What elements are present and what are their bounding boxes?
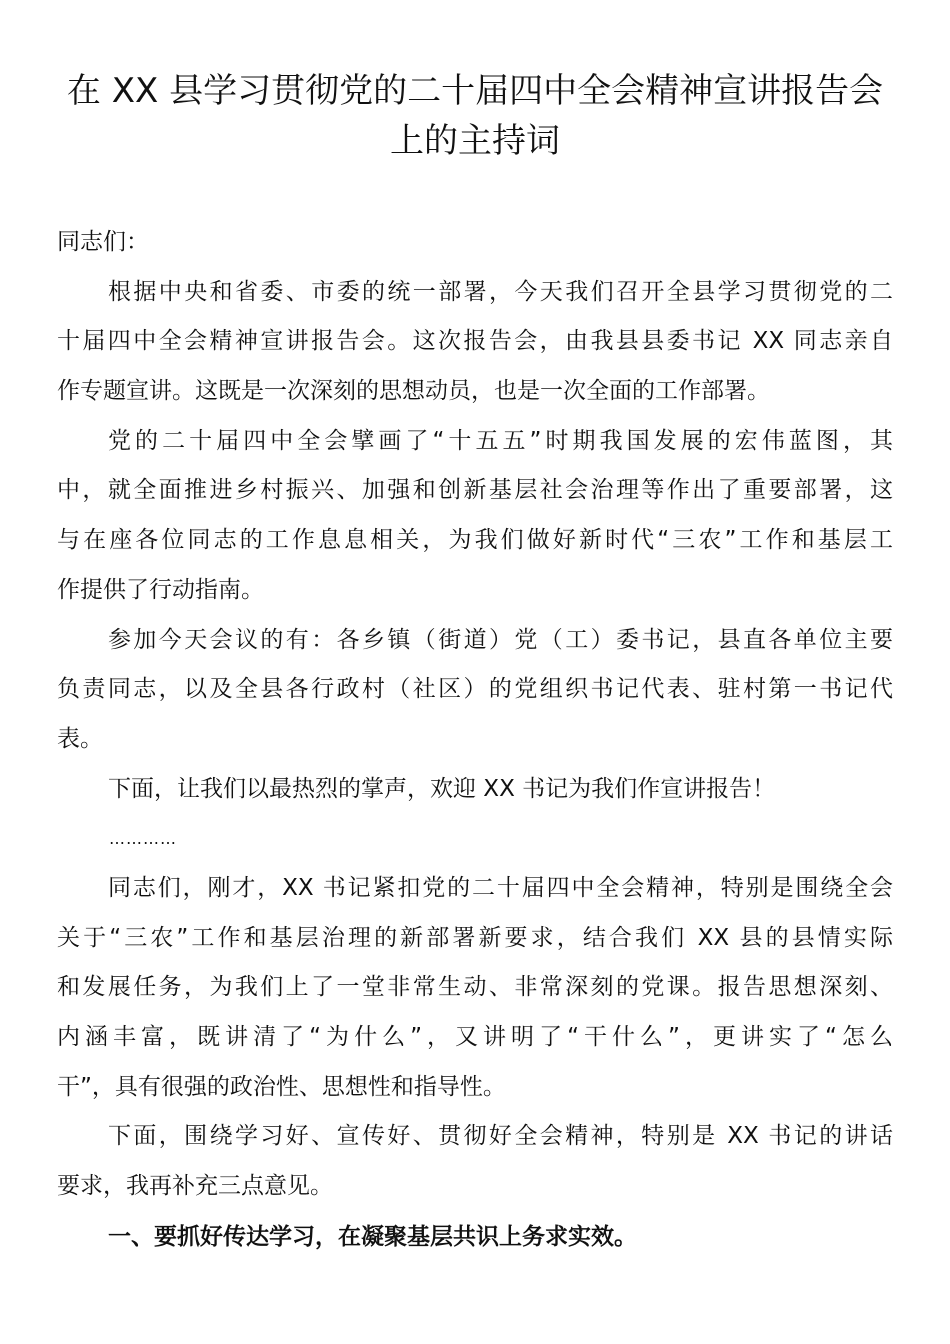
paragraph-line: 中，就全面推进乡村振兴、加强和创新基层社会治理等作出了重要部署，这: [57, 477, 893, 504]
paragraph-blueprint: [57, 417, 893, 616]
paragraph-line: 作提供了行动指南。: [57, 576, 264, 603]
paragraph-opinions-intro: [57, 1112, 893, 1211]
paragraph-line: 与在座各位同志的工作息息相关，为我们做好新时代“三农”工作和基层工: [57, 527, 893, 554]
paragraph-line: 负责同志，以及全县各行政村（社区）的党组织书记代表、驻村第一书记代: [57, 676, 893, 703]
ellipsis-separator: …………: [109, 829, 177, 849]
paragraph-attendees: [57, 616, 893, 765]
title-line-1: 在 XX 县学习贯彻党的二十届四中全会精神宣讲报告会: [66, 71, 884, 111]
paragraph-line: 干”，具有很强的政治性、思想性和指导性。: [57, 1073, 506, 1100]
document-body: [57, 218, 893, 1261]
paragraph-line: 参加今天会议的有：各乡镇（街道）党（工）委书记，县直各单位主要: [108, 626, 893, 653]
paragraph-line: 和发展任务，为我们上了一堂非常生动、非常深刻的党课。报告思想深刻、: [57, 974, 893, 1001]
title-line-2: 上的主持词: [390, 121, 560, 161]
paragraph-deployment: [57, 268, 893, 417]
paragraph-line: 内涵丰富，既讲清了“为什么”，又讲明了“干什么”，更讲实了“怎么: [57, 1024, 893, 1050]
paragraph-line: 表。: [57, 725, 103, 752]
paragraph-line: 根据中央和省委、市委的统一部署，今天我们召开全县学习贯彻党的二: [108, 278, 893, 305]
paragraph-line: 下面，围绕学习好、宣传好、贯彻好全会精神，特别是 XX 书记的讲话: [108, 1123, 893, 1150]
paragraph-line: 同志们，刚才，XX 书记紧扣党的二十届四中全会精神，特别是围绕全会: [108, 874, 893, 901]
section-heading-1: 一、要抓好传达学习，在凝聚基层共识上务求实效。: [108, 1222, 637, 1250]
paragraph-line: 关于“三农”工作和基层治理的新部署新要求，结合我们 XX 县的县情实际: [57, 924, 893, 951]
paragraph-line: 十届四中全会精神宣讲报告会。这次报告会，由我县县委书记 XX 同志亲自: [57, 328, 893, 355]
paragraph-line: 要求，我再补充三点意见。: [57, 1173, 333, 1200]
document-title: [40, 66, 910, 166]
paragraph-line: 党的二十届四中全会擘画了“十五五”时期我国发展的宏伟蓝图，其: [108, 427, 893, 454]
paragraph-line: 作专题宣讲。这既是一次深刻的思想动员，也是一次全面的工作部署。: [57, 378, 770, 405]
paragraph-line: 下面，让我们以最热烈的掌声，欢迎 XX 书记为我们作宣讲报告！: [108, 775, 776, 802]
paragraph-summary: [57, 864, 893, 1112]
paragraph-welcome: [57, 765, 893, 815]
salutation: 同志们：: [57, 229, 149, 255]
